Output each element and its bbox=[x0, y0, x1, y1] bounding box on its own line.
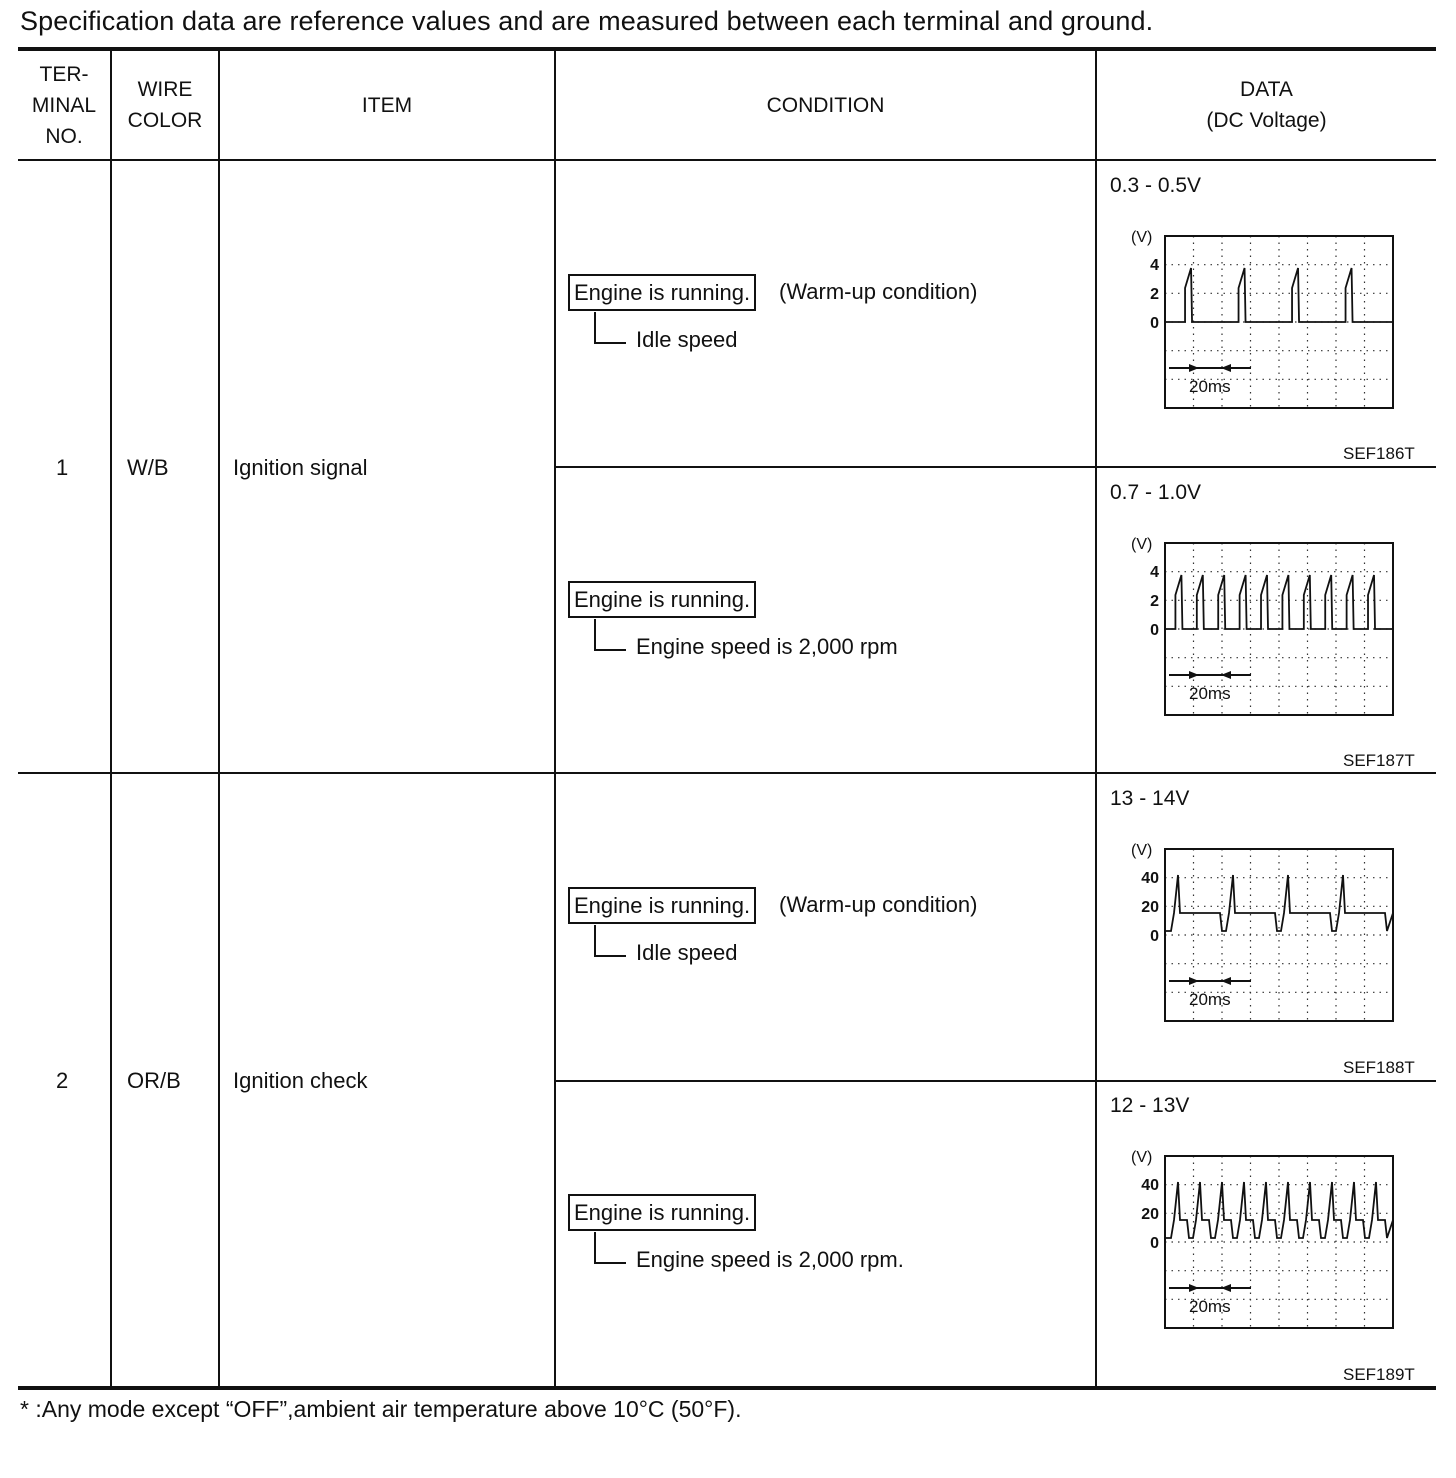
subrow-divider bbox=[554, 1080, 1436, 1082]
header-bottom-rule bbox=[18, 159, 1436, 161]
column-rule bbox=[110, 49, 112, 1388]
oscilloscope-waveform bbox=[1125, 835, 1405, 1030]
arrow-head bbox=[1221, 364, 1231, 372]
condition-boxed-label: Engine is running. bbox=[568, 274, 756, 311]
scope-ytick-label: 40 bbox=[1141, 1177, 1159, 1194]
header-item: ITEM bbox=[361, 93, 413, 117]
scope-ytick-label: 2 bbox=[1150, 286, 1159, 303]
scope-unit-label: (V) bbox=[1131, 1149, 1153, 1166]
item-name: Ignition signal bbox=[233, 455, 368, 480]
condition-extra: (Warm-up condition) bbox=[779, 892, 978, 917]
oscilloscope-waveform bbox=[1125, 222, 1405, 417]
condition-extra: (Warm-up condition) bbox=[779, 279, 978, 304]
column-rule bbox=[1095, 49, 1097, 1388]
scope-ytick-label: 40 bbox=[1141, 870, 1159, 887]
header-terminal-no: TER- MINAL NO. bbox=[31, 62, 97, 148]
condition-bracket bbox=[594, 312, 626, 344]
terminal-number: 2 bbox=[56, 1068, 69, 1093]
scope-ytick-label: 2 bbox=[1150, 593, 1159, 610]
scope-ytick-label: 0 bbox=[1150, 1235, 1159, 1252]
voltage-value: 13 - 14V bbox=[1110, 787, 1190, 810]
time-scale-label: 20ms bbox=[1189, 990, 1231, 1009]
scope-unit-label: (V) bbox=[1131, 229, 1153, 246]
condition-bracket bbox=[594, 925, 626, 957]
table-bottom-rule bbox=[18, 1386, 1436, 1390]
condition-boxed-label: Engine is running. bbox=[568, 581, 756, 618]
wire-color: W/B bbox=[127, 455, 169, 480]
scope-ytick-label: 0 bbox=[1150, 622, 1159, 639]
intro-text: Specification data are reference values and are measured between each terminal and ground. bbox=[20, 6, 1154, 36]
scope-ytick-label: 0 bbox=[1150, 928, 1159, 945]
oscilloscope-waveform bbox=[1125, 1142, 1405, 1337]
voltage-value: 0.3 - 0.5V bbox=[1110, 174, 1202, 197]
scope-ytick-label: 20 bbox=[1141, 1206, 1159, 1223]
scope-ytick-label: 20 bbox=[1141, 899, 1159, 916]
condition-sub: Engine speed is 2,000 rpm. bbox=[636, 1247, 904, 1272]
arrow-head bbox=[1189, 364, 1199, 372]
condition-boxed-label: Engine is running. bbox=[568, 887, 756, 924]
footnote: * :Any mode except “OFF”,ambient air temperature above 10°C (50°F). bbox=[20, 1396, 742, 1422]
header-wire-color: WIRE COLOR bbox=[127, 78, 203, 132]
figure-code: SEF187T bbox=[1343, 751, 1415, 770]
figure-code: SEF189T bbox=[1343, 1365, 1415, 1384]
item-name: Ignition check bbox=[233, 1068, 368, 1093]
condition-bracket bbox=[594, 619, 626, 651]
time-scale-label: 20ms bbox=[1189, 684, 1231, 703]
time-scale-label: 20ms bbox=[1189, 1297, 1231, 1316]
column-rule bbox=[554, 49, 556, 1388]
subrow-divider bbox=[554, 466, 1436, 468]
scope-unit-label: (V) bbox=[1131, 842, 1153, 859]
voltage-value: 0.7 - 1.0V bbox=[1110, 481, 1202, 504]
arrow-head bbox=[1189, 1284, 1199, 1292]
waveform-trace bbox=[1165, 875, 1393, 931]
waveform-trace bbox=[1165, 1182, 1393, 1238]
oscilloscope-waveform bbox=[1125, 529, 1405, 724]
scope-ytick-label: 4 bbox=[1150, 257, 1159, 274]
wire-color: OR/B bbox=[127, 1068, 181, 1093]
condition-boxed-label: Engine is running. bbox=[568, 1194, 756, 1231]
condition-sub: Idle speed bbox=[636, 327, 738, 352]
arrow-head bbox=[1221, 977, 1231, 985]
voltage-value: 12 - 13V bbox=[1110, 1094, 1190, 1117]
scope-ytick-label: 4 bbox=[1150, 564, 1159, 581]
column-rule bbox=[218, 49, 220, 1388]
row-divider bbox=[18, 772, 1436, 774]
terminal-number: 1 bbox=[56, 455, 69, 480]
arrow-head bbox=[1221, 1284, 1231, 1292]
arrow-head bbox=[1189, 671, 1199, 679]
header-data: DATA (DC Voltage) bbox=[1206, 78, 1327, 132]
arrow-head bbox=[1221, 671, 1231, 679]
arrow-head bbox=[1189, 977, 1199, 985]
condition-sub: Engine speed is 2,000 rpm bbox=[636, 634, 898, 659]
scope-ytick-label: 0 bbox=[1150, 315, 1159, 332]
header-condition: CONDITION bbox=[766, 93, 885, 117]
figure-code: SEF186T bbox=[1343, 444, 1415, 463]
figure-code: SEF188T bbox=[1343, 1058, 1415, 1077]
condition-sub: Idle speed bbox=[636, 940, 738, 965]
time-scale-label: 20ms bbox=[1189, 377, 1231, 396]
scope-unit-label: (V) bbox=[1131, 536, 1153, 553]
condition-bracket bbox=[594, 1232, 626, 1264]
